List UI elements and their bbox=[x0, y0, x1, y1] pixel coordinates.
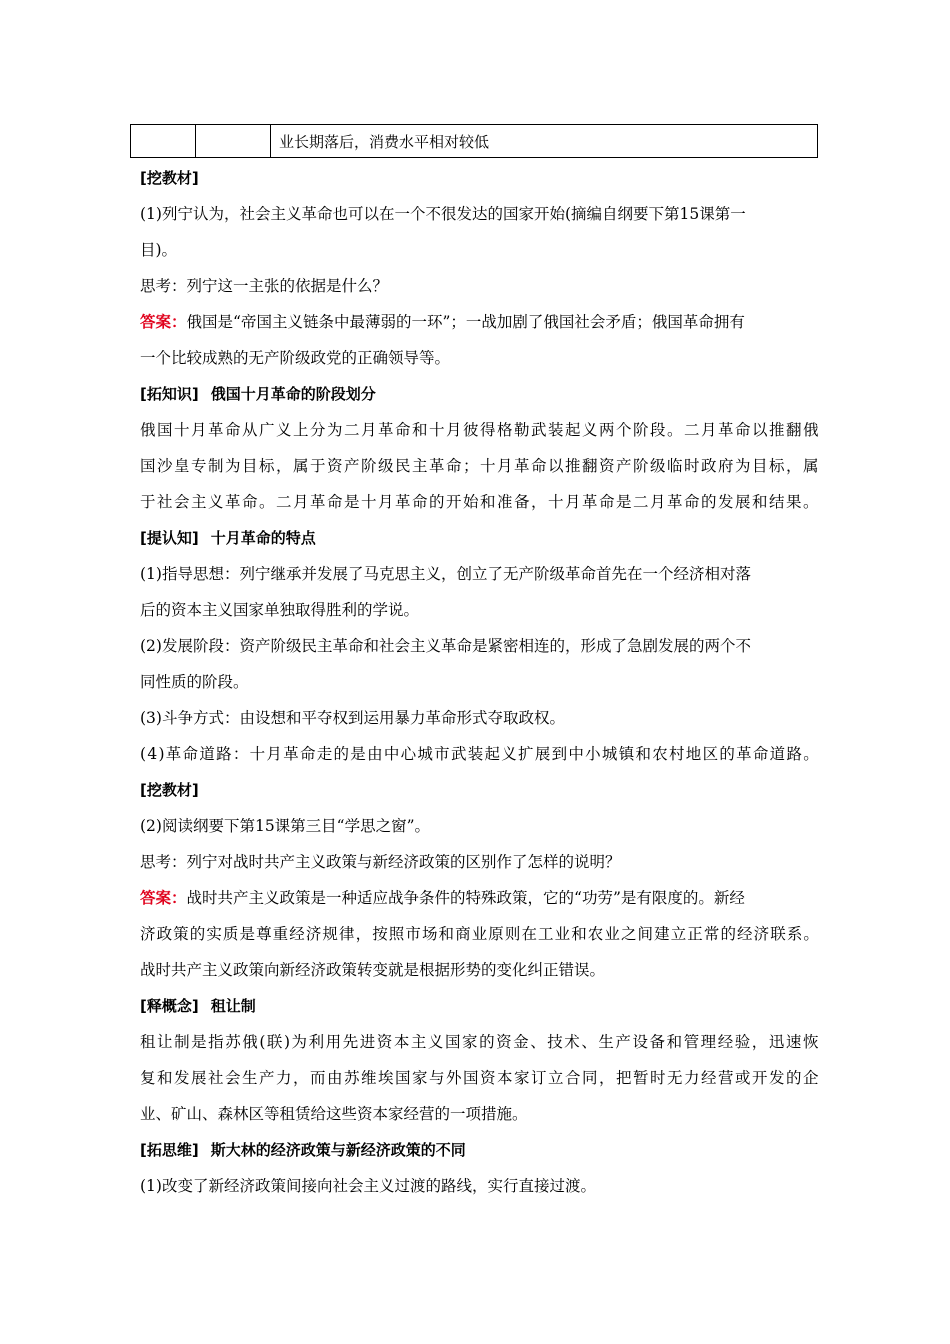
table-cell bbox=[196, 125, 271, 158]
question: 思考：列宁这一主张的依据是什么？ bbox=[140, 277, 389, 295]
section-tag: [挖教材] bbox=[140, 169, 199, 187]
paragraph-line: 后的资本主义国家单独取得胜利的学说。 bbox=[140, 601, 420, 619]
answer-line: 济政策的实质是尊重经济规律，按照市场和商业原则在工业和农业之间建立正常的经济联系。 bbox=[140, 925, 820, 943]
section-heading bbox=[140, 1132, 820, 1168]
answer-line bbox=[140, 880, 820, 916]
section-tag: [提认知] bbox=[140, 529, 199, 547]
section-tag: [拓思维] bbox=[140, 1141, 199, 1159]
section-heading bbox=[140, 160, 820, 196]
section-heading bbox=[140, 772, 820, 808]
section-heading bbox=[140, 376, 820, 412]
paragraph-line: 租让制是指苏俄(联)为利用先进资本主义国家的资金、技术、生产设备和管理经验，迅速恢 bbox=[140, 1033, 820, 1051]
paragraph-line: (3)斗争方式：由设想和平夺权到运用暴力革命形式夺取政权。 bbox=[140, 709, 565, 727]
paragraph-line: 同性质的阶段。 bbox=[140, 673, 249, 691]
paragraph-line: 俄国十月革命从广义上分为二月革命和十月彼得格勒武装起义两个阶段。二月革命以推翻俄 bbox=[140, 421, 820, 439]
paragraph-line: 业、矿山、森林区等租赁给这些资本家经营的一项措施。 bbox=[140, 1105, 528, 1123]
section-title: 十月革命的特点 bbox=[210, 529, 316, 547]
paragraph-line: (4)革命道路：十月革命走的是由中心城市武装起义扩展到中小城镇和农村地区的革命道路。 bbox=[140, 745, 820, 763]
answer-line: 一个比较成熟的无产阶级政党的正确领导等。 bbox=[140, 349, 451, 367]
section-heading bbox=[140, 520, 820, 556]
answer-line bbox=[140, 304, 820, 340]
paragraph-line: (1)指导思想：列宁继承并发展了马克思主义，创立了无产阶级革命首先在一个经济相对落 bbox=[140, 565, 751, 583]
paragraph-line: (1)列宁认为，社会主义革命也可以在一个不很发达的国家开始(摘编自纲要下第15课第一 bbox=[140, 205, 746, 223]
paragraph-line: (1)改变了新经济政策间接向社会主义过渡的路线，实行直接过渡。 bbox=[140, 1177, 596, 1195]
table-row bbox=[131, 125, 818, 158]
answer-label: 答案： bbox=[140, 888, 187, 907]
table-cell bbox=[131, 125, 196, 158]
answer-text: 俄国是“帝国主义链条中最薄弱的一环”；一战加剧了俄国社会矛盾；俄国革命拥有 bbox=[186, 313, 745, 331]
paragraph-line: 复和发展社会生产力，而由苏维埃国家与外国资本家订立合同，把暂时无力经营或开发的企 bbox=[140, 1069, 820, 1087]
section-title: 租让制 bbox=[210, 997, 256, 1015]
answer-line: 战时共产主义政策向新经济政策转变就是根据形势的变化纠正错误。 bbox=[140, 961, 606, 979]
answer-text: 战时共产主义政策是一种适应战争条件的特殊政策，它的“功劳”是有限度的。新经 bbox=[186, 889, 745, 907]
section-tag: [释概念] bbox=[140, 997, 199, 1015]
section-title: 斯大林的经济政策与新经济政策的不同 bbox=[210, 1141, 466, 1159]
table-cell: 业长期落后，消费水平相对较低 bbox=[271, 125, 818, 158]
document-body bbox=[140, 160, 820, 1204]
answer-label: 答案： bbox=[140, 312, 187, 331]
section-heading bbox=[140, 988, 820, 1024]
paragraph-line: (2)阅读纲要下第15课第三目“学思之窗”。 bbox=[140, 817, 431, 835]
paragraph-line: 国沙皇专制为目标，属于资产阶级民主革命；十月革命以推翻资产阶级临时政府为目标，属 bbox=[140, 457, 820, 475]
paragraph-line: 目)。 bbox=[140, 241, 178, 259]
question: 思考：列宁对战时共产主义政策与新经济政策的区别作了怎样的说明？ bbox=[140, 853, 621, 871]
section-title: 俄国十月革命的阶段划分 bbox=[210, 385, 376, 403]
paragraph-line: (2)发展阶段：资产阶级民主革命和社会主义革命是紧密相连的，形成了急剧发展的两个不 bbox=[140, 637, 751, 655]
paragraph-line: 于社会主义革命。二月革命是十月革命的开始和准备，十月革命是二月革命的发展和结果。 bbox=[140, 493, 820, 511]
section-tag: [拓知识] bbox=[140, 385, 199, 403]
section-tag: [挖教材] bbox=[140, 781, 199, 799]
table-fragment bbox=[130, 124, 818, 158]
